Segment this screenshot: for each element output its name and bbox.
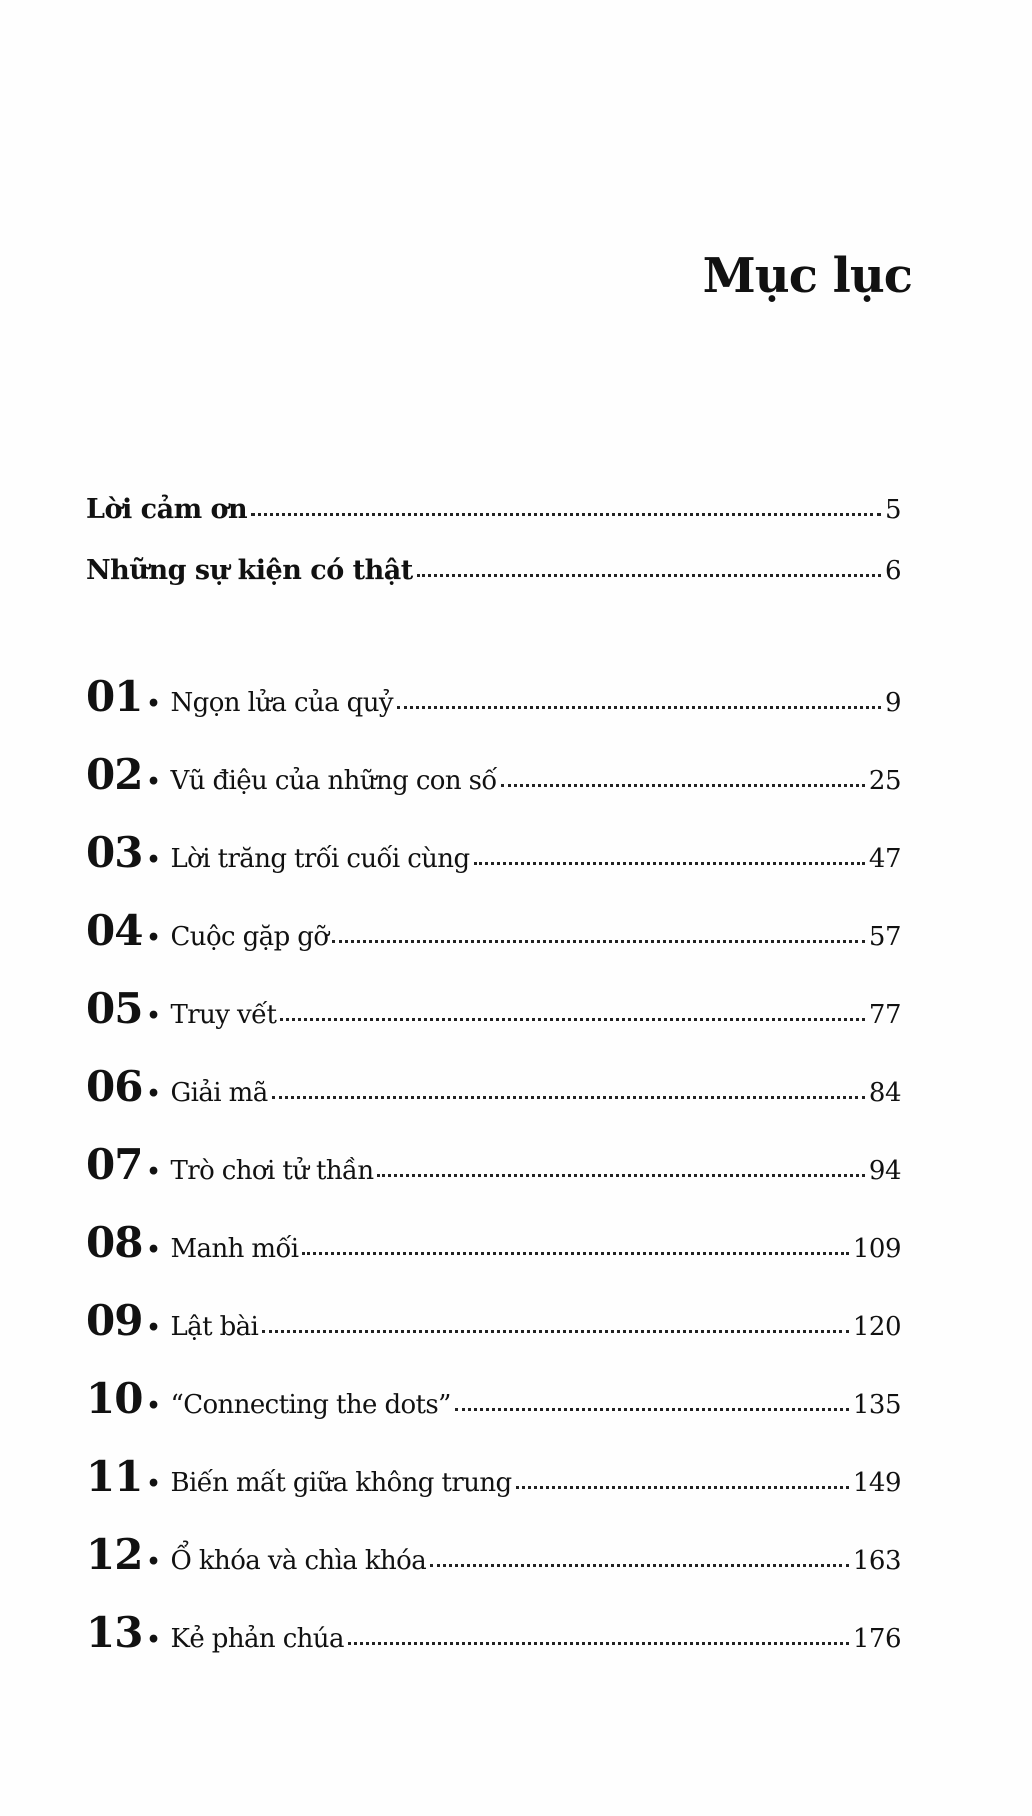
chapter-title: Giải mã <box>170 1078 268 1108</box>
toc-entry-chapter-11[interactable] <box>86 1452 901 1501</box>
toc-entry-chapter-10[interactable] <box>86 1374 901 1423</box>
bullet-dot: • <box>146 1081 161 1107</box>
chapter-number: 12 <box>86 1530 143 1579</box>
toc-entry-chapter-13[interactable] <box>86 1608 901 1657</box>
toc-entry-true-events[interactable] <box>86 555 901 586</box>
bullet-dot: • <box>146 1237 161 1263</box>
toc-entry-chapter-12[interactable] <box>86 1530 901 1579</box>
dot-leader <box>348 1642 849 1645</box>
toc-entry-chapter-02[interactable] <box>86 750 901 799</box>
chapter-number: 01 <box>86 672 143 721</box>
chapter-title: Manh mối <box>170 1234 299 1264</box>
entry-page-number: 149 <box>852 1468 901 1498</box>
dot-leader <box>417 574 881 577</box>
dot-leader <box>272 1096 865 1099</box>
entry-page-number: 57 <box>868 922 901 952</box>
chapter-title: Cuộc gặp gỡ <box>170 922 329 952</box>
chapter-title: Ổ khóa và chìa khóa <box>170 1546 427 1576</box>
bullet-dot: • <box>146 1393 161 1419</box>
entry-page-number: 109 <box>852 1234 901 1264</box>
chapter-title: Vũ điệu của những con số <box>170 766 497 796</box>
chapter-number: 06 <box>86 1062 143 1111</box>
bullet-dot: • <box>146 847 161 873</box>
entry-page-number: 176 <box>852 1624 901 1654</box>
dot-leader <box>455 1408 849 1411</box>
entry-page-number: 77 <box>868 1000 901 1030</box>
bullet-dot: • <box>146 1549 161 1575</box>
bullet-dot: • <box>146 1003 161 1029</box>
entry-page-number: 120 <box>852 1312 901 1342</box>
dot-leader <box>280 1018 865 1021</box>
entry-page-number: 25 <box>868 766 901 796</box>
dot-leader <box>262 1330 849 1333</box>
dot-leader <box>474 862 865 865</box>
chapter-number: 04 <box>86 906 143 955</box>
toc-entry-acknowledgements[interactable] <box>86 494 901 525</box>
bullet-dot: • <box>146 925 161 951</box>
bullet-dot: • <box>146 769 161 795</box>
dot-leader <box>397 706 881 709</box>
chapter-title: Kẻ phản chúa <box>170 1624 344 1654</box>
toc-entry-chapter-08[interactable] <box>86 1218 901 1267</box>
chapter-title: Ngọn lửa của quỷ <box>170 688 393 718</box>
chapter-title: Trò chơi tử thần <box>170 1156 374 1186</box>
entry-page-number: 47 <box>868 844 901 874</box>
chapter-number: 02 <box>86 750 143 799</box>
entry-page-number: 84 <box>868 1078 901 1108</box>
chapter-title: Truy vết <box>170 1000 277 1030</box>
dot-leader <box>516 1486 849 1489</box>
dot-leader <box>377 1174 864 1177</box>
chapter-number: 10 <box>86 1374 143 1423</box>
chapter-number: 03 <box>86 828 143 877</box>
chapter-number: 13 <box>86 1608 143 1657</box>
bullet-dot: • <box>146 1315 161 1341</box>
chapter-number: 09 <box>86 1296 143 1345</box>
entry-page-number: 6 <box>884 556 901 586</box>
toc-entry-chapter-09[interactable] <box>86 1296 901 1345</box>
dot-leader <box>251 513 881 516</box>
dot-leader <box>501 784 865 787</box>
toc-entry-chapter-05[interactable] <box>86 984 901 1033</box>
chapter-number: 07 <box>86 1140 143 1189</box>
bullet-dot: • <box>146 1627 161 1653</box>
entry-page-number: 5 <box>884 495 901 525</box>
bullet-dot: • <box>146 1471 161 1497</box>
entry-page-number: 94 <box>868 1156 901 1186</box>
chapter-number: 08 <box>86 1218 143 1267</box>
dot-leader <box>430 1564 849 1567</box>
page-title: Mục lục <box>702 248 912 304</box>
chapter-title: “Connecting the dots” <box>170 1390 451 1420</box>
chapter-number: 11 <box>86 1452 143 1501</box>
toc-entry-chapter-04[interactable] <box>86 906 901 955</box>
dot-leader <box>332 940 865 943</box>
entry-page-number: 135 <box>852 1390 901 1420</box>
chapter-title: Lời trăng trối cuối cùng <box>170 844 470 874</box>
toc-entry-chapter-07[interactable] <box>86 1140 901 1189</box>
chapter-title: Lật bài <box>170 1312 259 1342</box>
toc-entry-chapter-06[interactable] <box>86 1062 901 1111</box>
entry-label: Những sự kiện có thật <box>86 555 413 586</box>
dot-leader <box>302 1252 848 1255</box>
chapter-title: Biến mất giữa không trung <box>170 1468 512 1498</box>
chapter-number: 05 <box>86 984 143 1033</box>
bullet-dot: • <box>146 1159 161 1185</box>
toc-entry-chapter-03[interactable] <box>86 828 901 877</box>
entry-page-number: 9 <box>884 688 901 718</box>
entry-page-number: 163 <box>852 1546 901 1576</box>
bullet-dot: • <box>146 691 161 717</box>
entry-label: Lời cảm ơn <box>86 494 248 525</box>
toc-entry-chapter-01[interactable] <box>86 672 901 721</box>
